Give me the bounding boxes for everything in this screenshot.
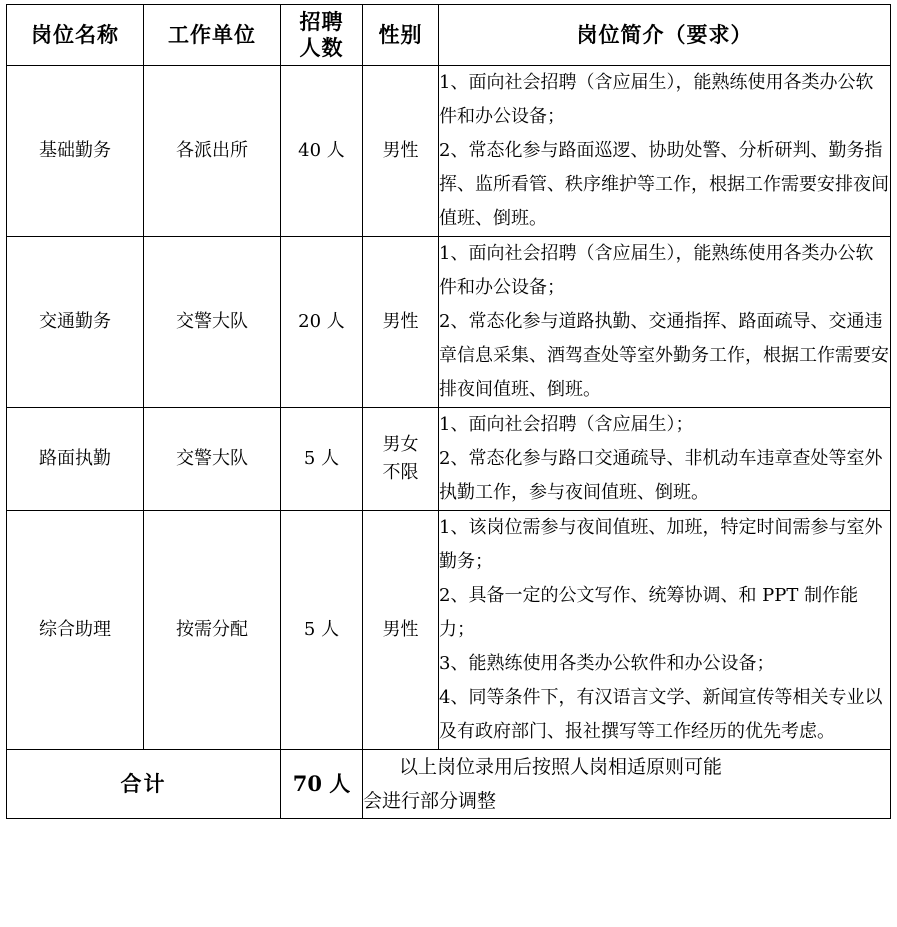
cell-gender (363, 237, 439, 408)
cell-job-name: 综合助理 (7, 511, 144, 750)
description-item: 2、具备一定的公文写作、统筹协调、和 PPT 制作能力； (439, 585, 859, 640)
cell-work-unit: 按需分配 (144, 511, 281, 750)
header-job-description: 岗位简介（要求） (439, 5, 891, 66)
cell-count: 5 人 (281, 408, 363, 511)
table-body (7, 66, 891, 819)
total-count: 70 人 (281, 750, 363, 819)
table-row (7, 237, 891, 408)
total-note-line1: 以上岗位录用后按照人岗相适原则可能 (399, 756, 723, 778)
cell-count: 5 人 (281, 511, 363, 750)
cell-work-unit: 交警大队 (144, 408, 281, 511)
total-note-line2: 会进行部分调整 (363, 790, 497, 812)
description-item: 1、面向社会招聘（含应届生），能熟练使用各类办公软件和办公设备； (439, 243, 874, 298)
cell-count: 20 人 (281, 237, 363, 408)
cell-work-unit: 交警大队 (144, 237, 281, 408)
cell-gender (363, 66, 439, 237)
cell-gender (363, 408, 439, 511)
total-note (363, 750, 891, 819)
total-label: 合计 (7, 750, 281, 819)
table-row (7, 66, 891, 237)
cell-gender-line2: 不限 (382, 462, 419, 483)
cell-gender-line1: 男女 (382, 434, 419, 455)
header-job-name: 岗位名称 (7, 5, 144, 66)
cell-gender-line1: 男性 (382, 619, 419, 640)
cell-count: 40 人 (281, 66, 363, 237)
cell-job-name: 基础勤务 (7, 66, 144, 237)
header-recruit-count-line1: 招聘 (299, 9, 344, 34)
header-recruit-count (281, 5, 363, 66)
header-work-unit: 工作单位 (144, 5, 281, 66)
recruitment-table (6, 4, 891, 819)
header-gender: 性别 (363, 5, 439, 66)
cell-description (439, 237, 891, 408)
description-item: 3、能熟练使用各类办公软件和办公设备； (439, 653, 775, 674)
cell-gender-line1: 男性 (382, 140, 419, 161)
cell-job-name: 交通勤务 (7, 237, 144, 408)
description-item: 4、同等条件下，有汉语言文学、新闻宣传等相关专业以及有政府部门、报社撰写等工作经历的优先考虑。 (439, 687, 883, 742)
description-item: 2、常态化参与路口交通疏导、非机动车违章查处等室外执勤工作，参与夜间值班、倒班。 (439, 448, 883, 503)
cell-gender (363, 511, 439, 750)
table-header-row (7, 5, 891, 66)
description-item: 1、面向社会招聘（含应届生），能熟练使用各类办公软件和办公设备； (439, 72, 874, 127)
description-item: 2、常态化参与路面巡逻、协助处警、分析研判、勤务指挥、监所看管、秩序维护等工作，根据工作需要安排夜间值班、倒班。 (439, 140, 889, 229)
cell-description (439, 511, 891, 750)
table-row (7, 408, 891, 511)
cell-description (439, 66, 891, 237)
cell-gender-line1: 男性 (382, 311, 419, 332)
table-row (7, 511, 891, 750)
table-header (7, 5, 891, 66)
description-item: 1、面向社会招聘（含应届生）； (439, 414, 694, 435)
cell-description (439, 408, 891, 511)
header-recruit-count-line2: 人数 (299, 35, 344, 60)
cell-work-unit: 各派出所 (144, 66, 281, 237)
cell-job-name: 路面执勤 (7, 408, 144, 511)
description-item: 2、常态化参与道路执勤、交通指挥、路面疏导、交通违章信息采集、酒驾查处等室外勤务工作，根据工作需要安排夜间值班、倒班。 (439, 311, 889, 400)
table-footer-row (7, 750, 891, 819)
description-item: 1、该岗位需参与夜间值班、加班，特定时间需参与室外勤务； (439, 517, 883, 572)
